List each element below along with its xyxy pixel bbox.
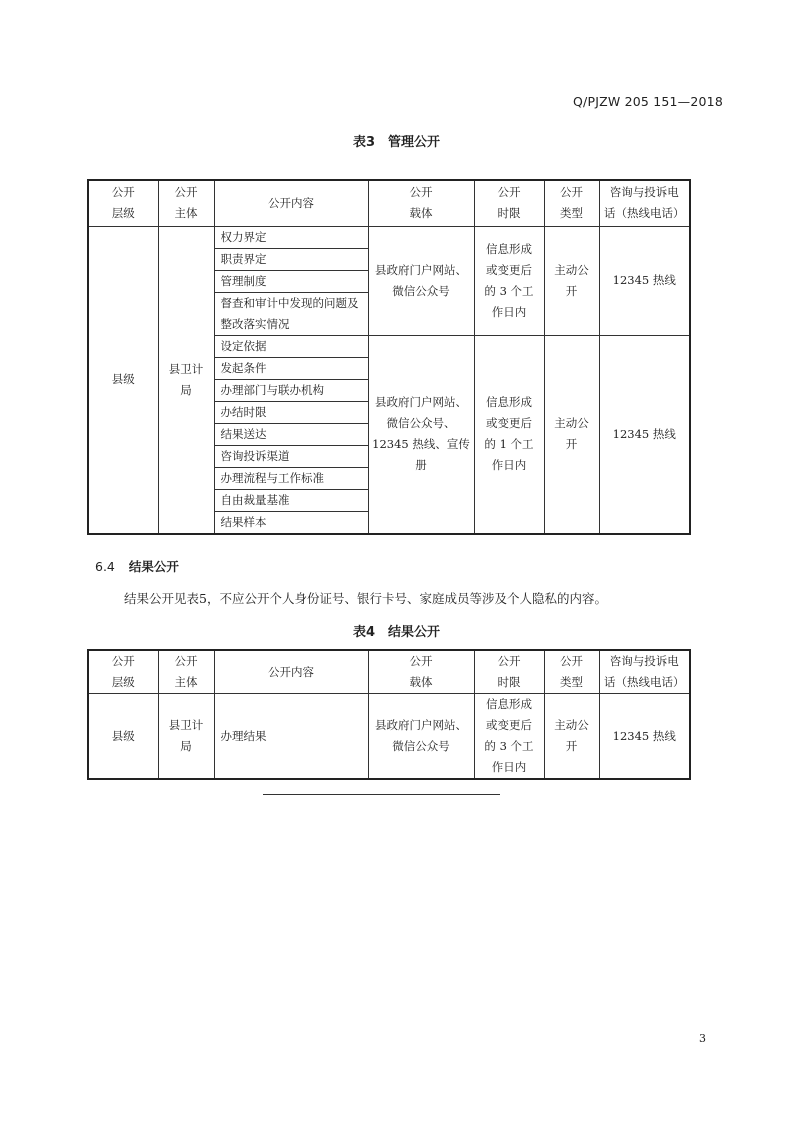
- table3: [87, 179, 691, 535]
- header-time-limit: 公开 时限: [474, 180, 544, 226]
- header-hotline: 咨询与投诉电 话（热线电话）: [599, 650, 690, 694]
- table3-header-row: [88, 180, 690, 226]
- header-subject: 公开 主体: [158, 180, 214, 226]
- end-of-document-rule: [263, 794, 500, 795]
- table4: [87, 649, 691, 780]
- cell-carrier: 县政府门户网站、 微信公众号、 12345 热线、宣传 册: [368, 335, 474, 534]
- header-type: 公开 类型: [544, 180, 599, 226]
- content-item: 办理部门与联办机构: [214, 379, 368, 401]
- header-hotline: 咨询与投诉电 话（热线电话）: [599, 180, 690, 226]
- section-paragraph: 结果公开见表5，不应公开个人身份证号、银行卡号、家庭成员等涉及个人隐私的内容。: [124, 591, 607, 606]
- content-item: 职责界定: [214, 248, 368, 270]
- cell-carrier: 县政府门户网站、 微信公众号: [368, 226, 474, 335]
- content-item: 咨询投诉渠道: [214, 445, 368, 467]
- cell-content: 办理结果: [214, 694, 368, 780]
- content-item: 办结时限: [214, 401, 368, 423]
- header-subject: 公开 主体: [158, 650, 214, 694]
- standard-code: Q/PJZW 205 151—2018: [573, 94, 723, 109]
- table3-title: 表3 管理公开: [352, 135, 441, 150]
- content-item: 结果样本: [214, 511, 368, 534]
- table-row: [88, 694, 690, 780]
- section-number: 6.4: [95, 559, 115, 574]
- cell-hotline: 12345 热线: [599, 335, 690, 534]
- header-carrier: 公开 载体: [368, 650, 474, 694]
- cell-level: 县级: [88, 226, 158, 534]
- cell-hotline: 12345 热线: [599, 226, 690, 335]
- cell-time-limit: 信息形成 或变更后 的 3 个工 作日内: [474, 226, 544, 335]
- section-title: 结果公开: [128, 559, 179, 574]
- cell-type: 主动公 开: [544, 226, 599, 335]
- table4-title: 表4 结果公开: [352, 625, 441, 640]
- cell-subject: 县卫计 局: [158, 694, 214, 780]
- content-item: 管理制度: [214, 270, 368, 292]
- cell-carrier: 县政府门户网站、 微信公众号: [368, 694, 474, 780]
- cell-time-limit: 信息形成 或变更后 的 1 个工 作日内: [474, 335, 544, 534]
- page-number: 3: [699, 1032, 706, 1045]
- table4-header-row: [88, 650, 690, 694]
- section-heading: [95, 557, 179, 575]
- table-row: [88, 226, 690, 248]
- cell-time-limit: 信息形成 或变更后 的 3 个工 作日内: [474, 694, 544, 780]
- header-level: 公开 层级: [88, 650, 158, 694]
- header-type: 公开 类型: [544, 650, 599, 694]
- header-time-limit: 公开 时限: [474, 650, 544, 694]
- content-item: 发起条件: [214, 357, 368, 379]
- content-item: 督查和审计中发现的问题及整改落实情况: [214, 292, 368, 335]
- header-carrier: 公开 载体: [368, 180, 474, 226]
- content-item: 权力界定: [214, 226, 368, 248]
- cell-level: 县级: [88, 694, 158, 780]
- content-item: 自由裁量基准: [214, 489, 368, 511]
- content-item: 办理流程与工作标准: [214, 467, 368, 489]
- header-level: 公开 层级: [88, 180, 158, 226]
- cell-hotline: 12345 热线: [599, 694, 690, 780]
- cell-subject: 县卫计 局: [158, 226, 214, 534]
- header-content: 公开内容: [214, 650, 368, 694]
- header-content: 公开内容: [214, 180, 368, 226]
- content-item: 结果送达: [214, 423, 368, 445]
- content-item: 设定依据: [214, 335, 368, 357]
- cell-type: 主动公 开: [544, 694, 599, 780]
- cell-type: 主动公 开: [544, 335, 599, 534]
